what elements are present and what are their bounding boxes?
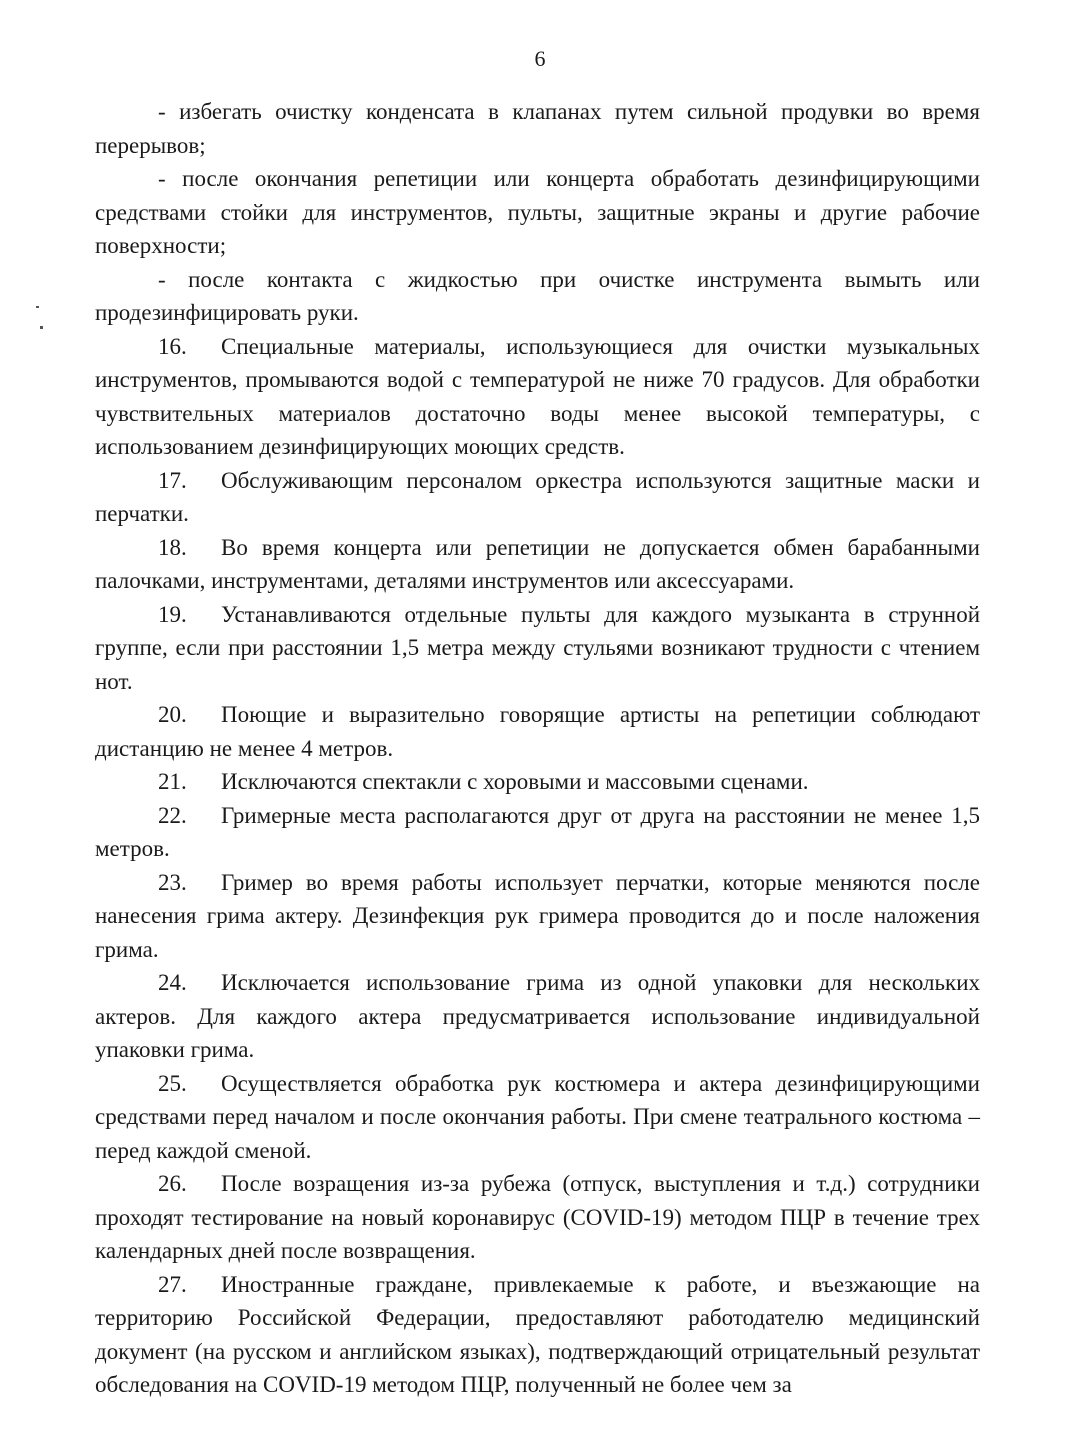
item-number: 20.: [158, 702, 187, 727]
item-number: 25.: [158, 1070, 187, 1096]
item-number: 26.: [158, 1171, 187, 1196]
numbered-paragraph: [95, 598, 980, 699]
item-number: 16.: [158, 333, 187, 359]
numbered-paragraph: [95, 1067, 980, 1168]
item-text: Устанавливаются отдельные пульты для каждого музыканта в струнной группе, если при расстоянии 1,5 метра между стульями возникают трудности с чтением нот.: [95, 601, 980, 694]
bullet-paragraph: - после контакта с жидкостью при очистке инструмента вымыть или продезинфицировать руки.: [95, 266, 980, 325]
numbered-paragraph: [95, 1167, 980, 1268]
item-text: После возращения из-за рубежа (отпуск, выступления и т.д.) сотрудники проходят тестирование на новый коронавирус (COVID-19) методом ПЦР в течение трех календарных дней после возвращения.: [95, 1171, 980, 1263]
numbered-paragraph: [95, 966, 980, 1067]
item-number: 22.: [158, 802, 187, 828]
numbered-paragraph: [95, 866, 980, 967]
page-number: 6: [534, 46, 546, 71]
numbered-paragraph: [95, 330, 980, 464]
item-text: Осуществляется обработка рук костюмера и актера дезинфицирующими средствами перед началом и после окончания работы. При смене театрального костюма – перед каждой сменой.: [95, 1070, 980, 1163]
item-number: 21.: [158, 769, 187, 794]
item-text: Обслуживающим персоналом оркестра используются защитные маски и перчатки.: [95, 467, 980, 526]
numbered-paragraph: [95, 464, 980, 531]
item-text: Гримерные места располагаются друг от друга на расстоянии не менее 1,5 метров.: [95, 802, 980, 861]
scan-speck: [40, 326, 43, 329]
item-text: Специальные материалы, использующиеся для очистки музыкальных инструментов, промываются водой с температурой не ниже 70 градусов. Для обработки чувствительных материалов достаточно воды менее высокой температуры, с использованием дезинфицирующих моющих средств.: [95, 333, 980, 459]
item-number: 18.: [158, 534, 187, 560]
item-number: 23.: [158, 869, 187, 895]
bullet-paragraph: - избегать очистку конденсата в клапанах путем сильной продувки во время перерывов;: [95, 99, 980, 158]
item-number: 19.: [158, 601, 187, 627]
scan-speck: [36, 306, 39, 308]
numbered-paragraph: [95, 799, 980, 866]
numbered-paragraph: [95, 1268, 980, 1402]
numbered-paragraph: [95, 765, 980, 799]
item-number: 27.: [158, 1271, 187, 1297]
item-text: Иностранные граждане, привлекаемые к работе, и въезжающие на территорию Российской Федерации, предоставляют работодателю медицинский документ (на русском и английском языках), подтверждающий отрицательный результат обследования на COVID-19 методом ПЦР, полученный не более чем за: [95, 1271, 980, 1397]
item-text: Исключаются спектакли с хоровыми и массовыми сценами.: [221, 769, 809, 794]
document-body: [95, 95, 980, 1402]
item-text: Исключается использование грима из одной упаковки для нескольких актеров. Для каждого актера предусматривается использование индивидуальной упаковки грима.: [95, 970, 980, 1062]
item-number: 24.: [158, 970, 187, 995]
item-number: 17.: [158, 467, 187, 493]
item-text: Поющие и выразительно говорящие артисты на репетиции соблюдают дистанцию не менее 4 метров.: [95, 702, 980, 761]
numbered-paragraph: [95, 531, 980, 598]
item-text: Во время концерта или репетиции не допускается обмен барабанными палочками, инструментами, деталями инструментов или аксессуарами.: [95, 534, 980, 593]
bullet-paragraph: - после окончания репетиции или концерта обработать дезинфицирующими средствами стойки для инструментов, пульты, защитные экраны и другие рабочие поверхности;: [95, 166, 980, 258]
item-text: Гример во время работы использует перчатки, которые меняются после нанесения грима актеру. Дезинфекция рук гримера проводится до и после наложения грима.: [95, 869, 980, 962]
numbered-paragraph: [95, 698, 980, 765]
